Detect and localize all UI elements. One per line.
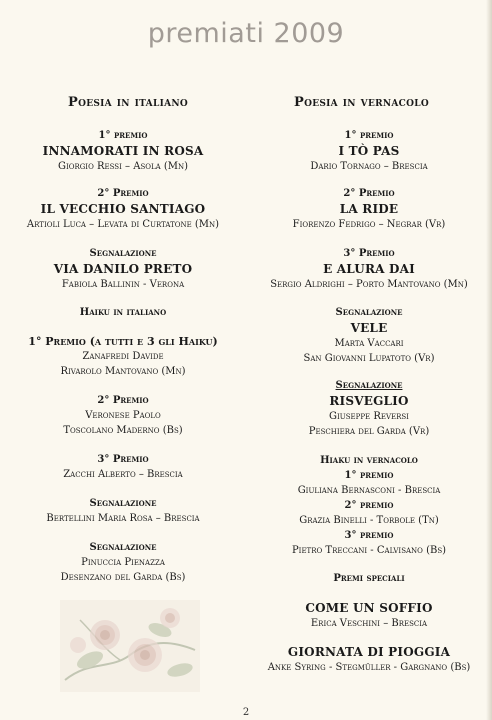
poem-author: Marta Vaccari (334, 338, 404, 349)
poem-author: Dario Tornago – Brescia (310, 161, 428, 172)
hiaku-vernacolo-block (246, 453, 492, 558)
premi-speciali-heading (246, 571, 492, 586)
award-label: 3° Premio (97, 454, 149, 465)
poem-author: Artioli Luca – Levata di Curtatone (Mn) (26, 219, 220, 230)
poem-author: Fabiola Ballinin - Verona (61, 279, 185, 290)
award-label: 3° Premio (343, 248, 395, 259)
award-entry (0, 393, 246, 438)
award-label: 3° premio (344, 530, 394, 541)
award-entry (0, 496, 246, 526)
haiku-heading (0, 305, 246, 320)
roses-illustration (60, 600, 200, 692)
poem-author: Giorgio Ressi – Asola (Mn) (57, 161, 189, 172)
award-label: 1° premio (344, 470, 394, 481)
award-label: 1° premio (98, 130, 148, 141)
poem-title: INNAMORATI IN ROSA (42, 144, 204, 158)
poem-author: Anke Syring - Stegmüller - Gargnano (Bs) (267, 662, 471, 673)
special-award-entry (246, 644, 492, 675)
poem-author: Zacchi Alberto – Brescia (63, 469, 183, 480)
award-entry (246, 378, 492, 439)
poem-author: Fiorenzo Fedrigo – Negrar (Vr) (292, 219, 446, 230)
poem-author: Pietro Treccani - Calvisano (Bs) (291, 545, 447, 556)
poem-author: Sergio Aldrighi – Porto Mantovano (Mn) (270, 279, 468, 290)
award-label: Segnalazione (89, 542, 157, 553)
poem-title: RISVEGLIO (329, 394, 409, 408)
poem-author: Grazia Binelli - Torbole (Tn) (299, 515, 439, 526)
poem-author-place: Peschiera del Garda (Vr) (308, 426, 430, 437)
poem-author: Giuseppe Reversi (329, 411, 409, 422)
award-label: Segnalazione (89, 248, 157, 259)
award-entry (0, 334, 246, 379)
award-entry (246, 305, 492, 366)
page-number: 2 (242, 707, 250, 718)
award-label: Segnalazione (335, 307, 403, 318)
poem-author: Giuliana Bernasconi - Brescia (297, 485, 441, 496)
poem-author-place: Rivarolo Mantovano (Mn) (60, 366, 186, 377)
section-subheading: Premi speciali (333, 573, 405, 584)
section-subheading: Hiaku in vernacolo (320, 455, 418, 466)
section-subheading: Haiku in italiano (79, 307, 167, 318)
award-label: Segnalazione (335, 380, 403, 391)
poem-author: Pinuccia Pienazza (81, 557, 165, 568)
poem-title: GIORNATA DI PIOGGIA (287, 645, 451, 659)
award-entry (246, 128, 492, 174)
page-title: premiati 2009 (147, 18, 345, 49)
award-entry (246, 246, 492, 292)
award-label: 2° premio (344, 500, 394, 511)
poem-title: LA RIDE (339, 202, 399, 216)
poem-author: Erica Veschini – Brescia (310, 618, 428, 629)
poem-author-place: Toscolano Maderno (Bs) (63, 425, 183, 436)
poem-title: COME UN SOFFIO (305, 601, 433, 615)
poem-author: Veronese Paolo (85, 410, 161, 421)
poem-author: Zanafredi Davide (82, 351, 164, 362)
award-entry (0, 452, 246, 482)
poem-title: VIA DANILO PRETO (53, 262, 193, 276)
award-label: 1° premio (344, 130, 394, 141)
award-label: 1° Premio (a tutti e 3 gli Haiku) (28, 335, 218, 348)
award-label: 2° Premio (97, 188, 149, 199)
poem-title: IL VECCHIO SANTIAGO (40, 202, 206, 216)
section-heading-italiano: Poesia in italiano (68, 95, 189, 110)
award-label: Segnalazione (89, 498, 157, 509)
poem-title: E ALURA DAI (323, 262, 415, 276)
special-award-entry (246, 600, 492, 631)
poem-title: I TÒ PAS (338, 144, 400, 158)
award-label: 2° Premio (97, 395, 149, 406)
poem-title: VELE (350, 321, 388, 335)
award-entry (0, 540, 246, 585)
award-label: 2° Premio (343, 188, 395, 199)
award-entry (0, 186, 246, 232)
poem-author-place: Desenzano del Garda (Bs) (60, 572, 186, 583)
section-heading-vernacolo: Poesia in vernacolo (294, 95, 430, 110)
award-entry (0, 246, 246, 292)
award-entry (0, 128, 246, 174)
poem-author-place: San Giovanni Lupatoto (Vr) (303, 353, 435, 364)
award-entry (246, 186, 492, 232)
poem-author: Bertellini Maria Rosa – Brescia (46, 513, 200, 524)
